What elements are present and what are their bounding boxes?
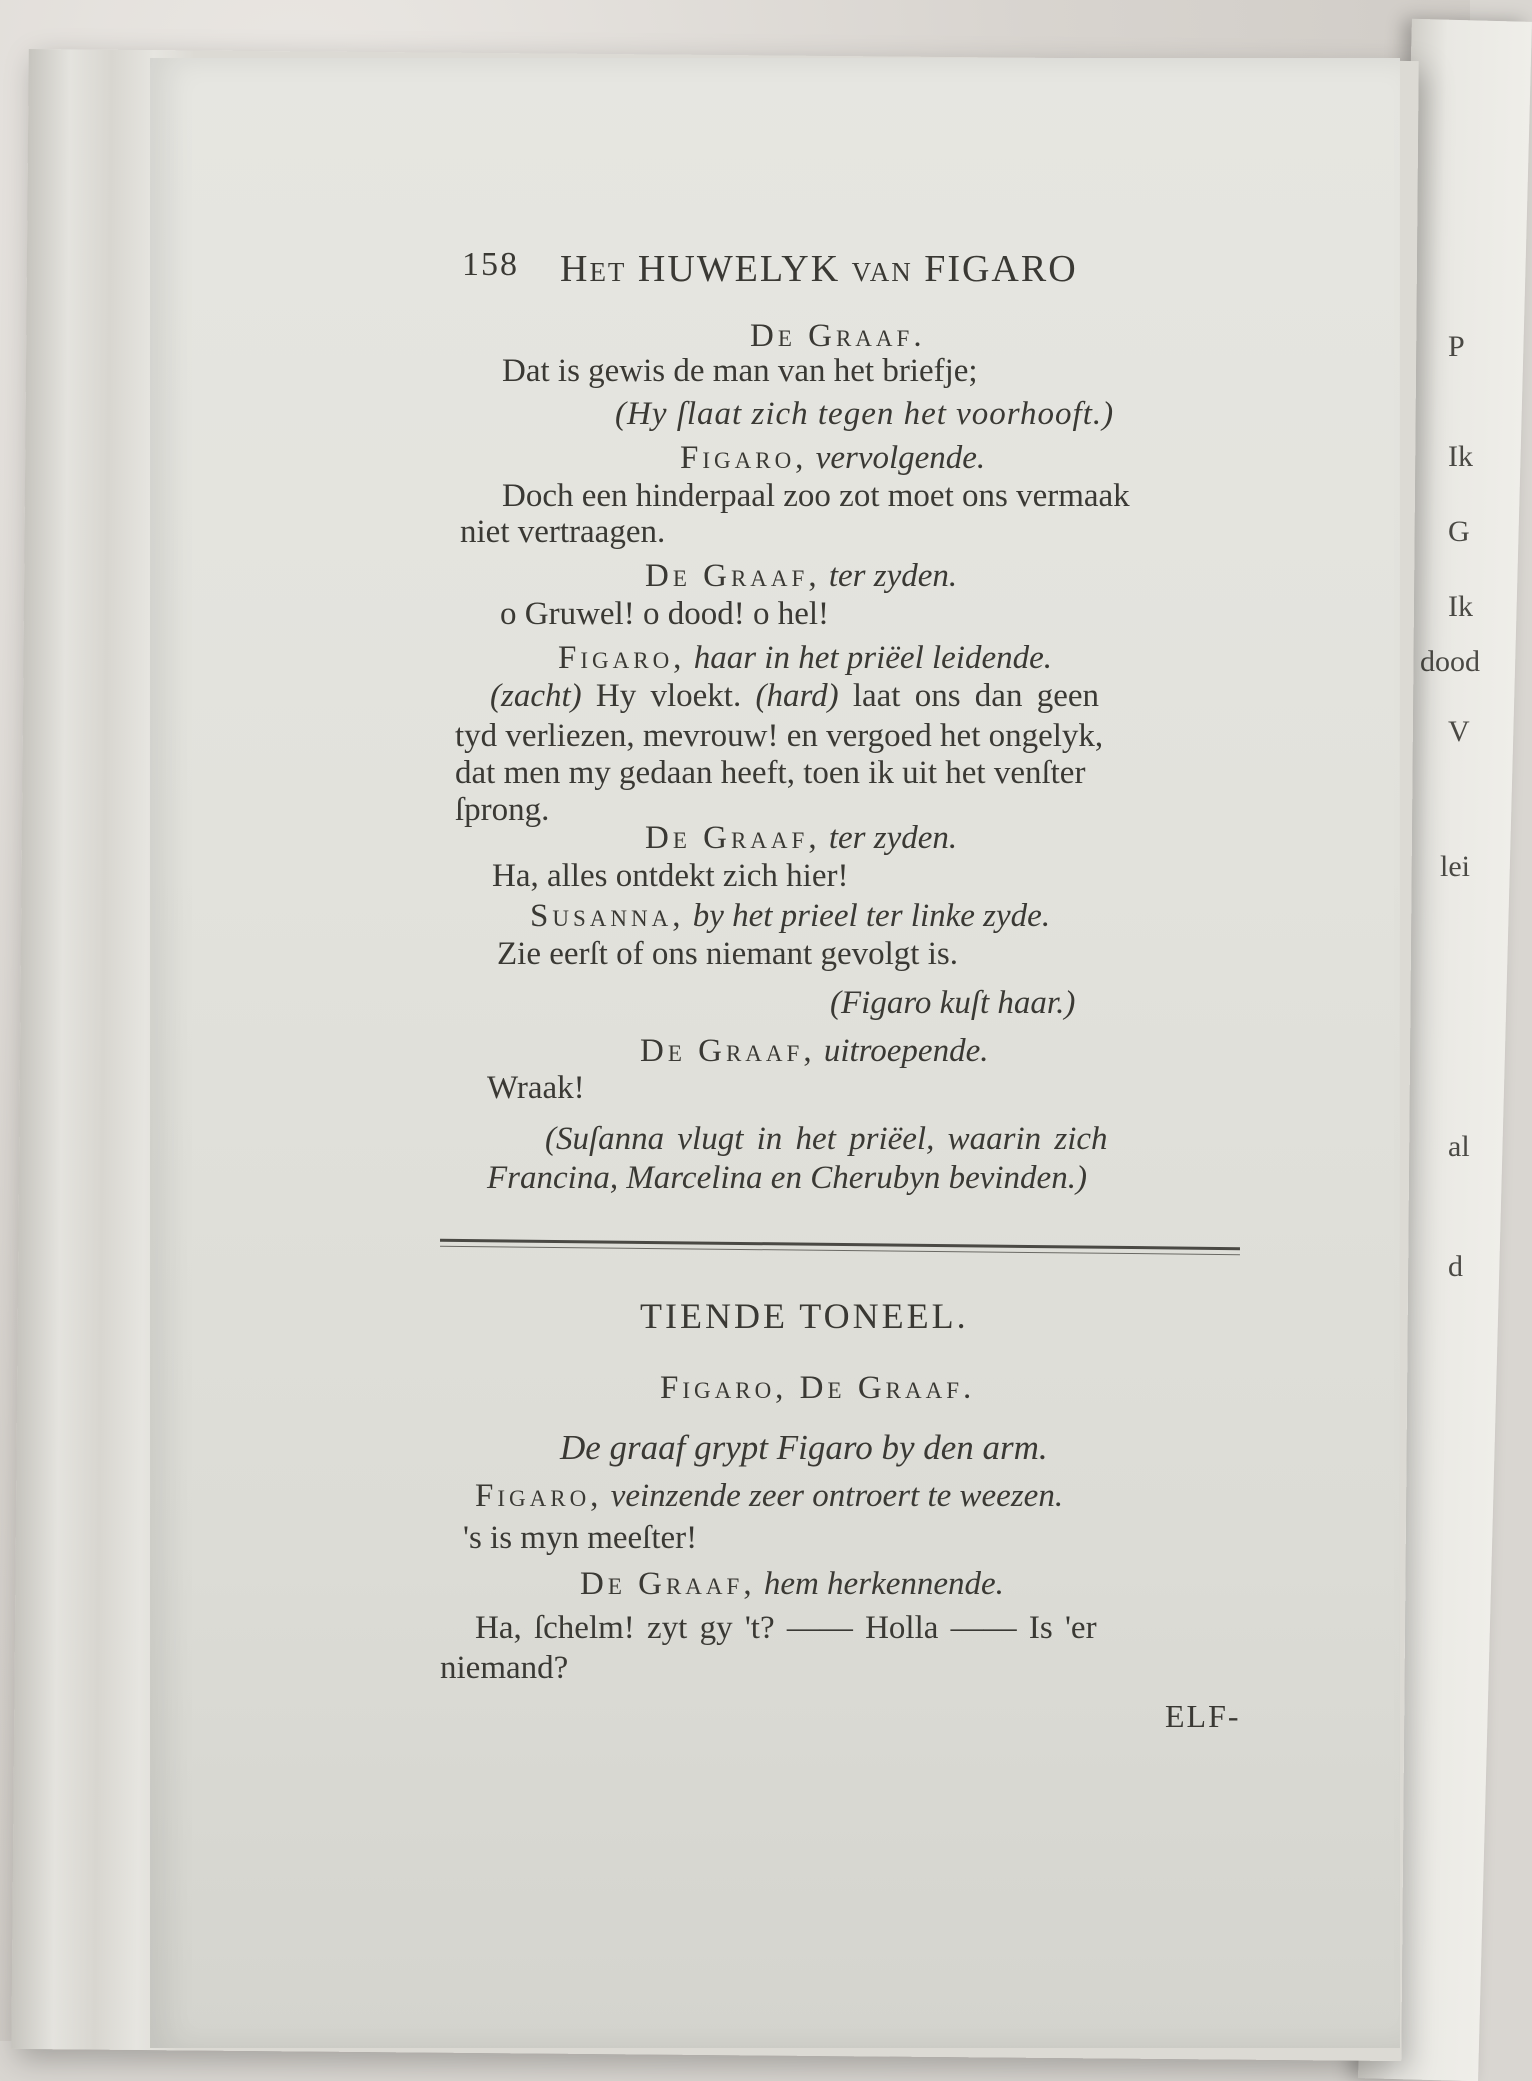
catchword: ELF- bbox=[1165, 1698, 1241, 1734]
stage-direction: (Suſanna vlugt in het priëel, waarin zich bbox=[545, 1121, 1108, 1157]
stage-direction: (zacht) bbox=[490, 678, 582, 714]
speaker: De Graaf. bbox=[750, 318, 926, 354]
facing-page-fragment: dood bbox=[1420, 645, 1480, 678]
facing-page-fragment: lei bbox=[1440, 850, 1470, 883]
stage-direction: by het prieel ter linke zyde. bbox=[692, 898, 1051, 934]
stage-direction: hem herkennende. bbox=[763, 1566, 1004, 1602]
facing-page-fragment: al bbox=[1448, 1130, 1470, 1163]
text-line: niemand? bbox=[440, 1650, 569, 1686]
stage-direction: Francina, Marcelina en Cherubyn bevinden.) bbox=[487, 1160, 1087, 1196]
facing-page-fragment: G bbox=[1448, 515, 1470, 548]
text-line: Doch een hinderpaal zoo zot moet ons vermaak bbox=[502, 478, 1130, 514]
speaker: De Graaf, bbox=[640, 1033, 816, 1069]
speaker: Susanna, bbox=[530, 898, 685, 934]
text-line: Zie eerſt of ons niemant gevolgt is. bbox=[497, 936, 958, 972]
stage-direction: (Figaro kuſt haar.) bbox=[830, 985, 1076, 1021]
facing-page-fragment: V bbox=[1448, 715, 1470, 748]
text-fragment: laat ons dan geen bbox=[852, 678, 1099, 714]
scene-cast: Figaro, De Graaf. bbox=[660, 1370, 976, 1406]
text-fragment: Hy vloekt. bbox=[595, 678, 742, 714]
text-line: Dat is gewis de man van het briefje; bbox=[502, 353, 978, 389]
stage-direction: ter zyden. bbox=[828, 558, 958, 594]
stage-direction: vervolgende. bbox=[815, 440, 986, 476]
text-line: dat men my gedaan heeft, toen ik uit het venſter bbox=[455, 755, 1086, 791]
speaker: De Graaf, bbox=[645, 820, 821, 856]
stage-direction: (hard) bbox=[755, 678, 839, 714]
speaker-line bbox=[645, 822, 957, 855]
text-line bbox=[490, 680, 1099, 713]
scene-title: TIENDE TONEEL. bbox=[640, 1296, 969, 1336]
speaker-line bbox=[680, 442, 985, 475]
speaker: De Graaf, bbox=[645, 558, 821, 594]
facing-page-fragment: Ik bbox=[1448, 590, 1473, 623]
text-line: Ha, ſchelm! zyt gy 't? —— Holla —— Is 'er bbox=[475, 1610, 1097, 1646]
text-line: Ha, alles ontdekt zich hier! bbox=[492, 858, 849, 894]
speaker-line bbox=[645, 560, 957, 593]
speaker: De Graaf, bbox=[580, 1566, 756, 1602]
stage-direction: haar in het priëel leidende. bbox=[693, 640, 1053, 676]
running-title: Het HUWELYK van FIGARO bbox=[560, 248, 1078, 290]
text-line: ſprong. bbox=[455, 792, 550, 828]
speaker-line bbox=[558, 642, 1052, 675]
facing-page-fragment: P bbox=[1448, 330, 1465, 363]
text-line: niet vertraagen. bbox=[460, 514, 666, 550]
speaker-line bbox=[580, 1568, 1004, 1601]
stage-direction: veinzende zeer ontroert te weezen. bbox=[610, 1478, 1064, 1514]
text-line: Wraak! bbox=[487, 1070, 585, 1106]
stage-direction: uitroepende. bbox=[823, 1033, 989, 1069]
text-line: tyd verliezen, mevrouw! en vergoed het ongelyk, bbox=[455, 718, 1104, 754]
speaker: Figaro, bbox=[475, 1478, 603, 1514]
facing-page-fragment: d bbox=[1448, 1250, 1463, 1283]
speaker-line bbox=[475, 1480, 1063, 1513]
stage-direction: (Hy ſlaat zich tegen het voorhooft.) bbox=[615, 396, 1115, 432]
speaker: Figaro, bbox=[558, 640, 686, 676]
page-number: 158 bbox=[462, 246, 519, 283]
speaker-line bbox=[530, 900, 1050, 933]
stage-direction: De graaf grypt Figaro by den arm. bbox=[560, 1428, 1048, 1467]
speaker-line bbox=[640, 1035, 988, 1068]
facing-page-fragment: Ik bbox=[1448, 440, 1473, 473]
text-line: 's is myn meeſter! bbox=[463, 1520, 698, 1556]
text-line: o Gruwel! o dood! o hel! bbox=[500, 596, 830, 632]
stage-direction: ter zyden. bbox=[828, 820, 958, 856]
speaker: Figaro, bbox=[680, 440, 808, 476]
